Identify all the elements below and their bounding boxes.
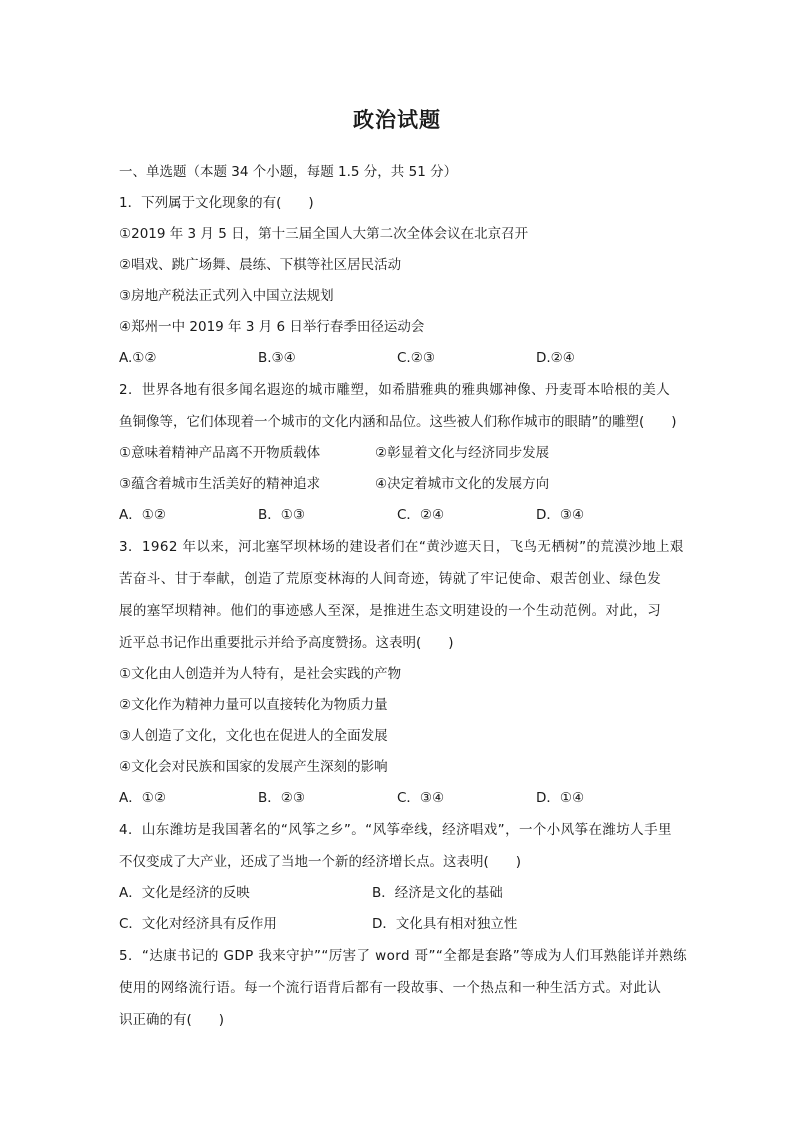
question-1-stem: 1．下列属于文化现象的有( )	[119, 195, 314, 211]
option-b: B．①③	[258, 507, 305, 523]
question-5-stem-line: 5．“达康书记的 GDP 我来守护”“厉害了 word 哥”“全都是套路”等成为人们耳熟能详并熟练	[119, 948, 687, 964]
question-4	[119, 814, 689, 940]
question-3-item: ①文化由人创造并为人特有，是社会实践的产物	[119, 666, 402, 682]
question-2-item: ①意味着精神产品离不开物质载体	[119, 445, 321, 461]
question-1	[119, 188, 689, 374]
option-a: A．文化是经济的反映	[119, 885, 250, 901]
page-title: 政治试题	[353, 108, 441, 132]
question-2	[119, 374, 689, 531]
question-1-item: ①2019 年 3 月 5 日，第十三届全国人大第二次全体会议在北京召开	[119, 226, 529, 242]
question-5-stem-line: 识正确的有( )	[119, 1012, 225, 1028]
question-3-item: ②文化作为精神力量可以直接转化为物质力量	[119, 697, 388, 713]
question-2-item: ④决定着城市文化的发展方向	[375, 476, 550, 492]
question-3-item: ③人创造了文化，文化也在促进人的全面发展	[119, 728, 388, 744]
question-2-items-row	[119, 469, 689, 500]
question-1-item: ②唱戏、跳广场舞、晨练、下棋等社区居民活动	[119, 257, 402, 273]
question-1-options	[119, 343, 689, 374]
question-4-stem-line: 4．山东潍坊是我国著名的“风筝之乡”。“风筝牵线，经济唱戏”，一个小风筝在潍坊人手里	[119, 822, 672, 838]
question-3-stem-line: 苦奋斗、甘于奉献，创造了荒原变林海的人间奇迹，铸就了牢记使命、艰苦创业、绿色发	[119, 571, 662, 587]
option-b: B．②③	[258, 790, 305, 806]
question-2-options	[119, 500, 689, 531]
option-b: B．经济是文化的基础	[372, 885, 503, 901]
question-3-options	[119, 783, 689, 814]
option-b: B.③④	[258, 350, 296, 366]
question-2-stem-line: 2．世界各地有很多闻名遐迩的城市雕塑，如希腊雅典的雅典娜神像、丹麦哥本哈根的美人	[119, 382, 671, 398]
question-1-item: ④郑州一中 2019 年 3 月 6 日举行春季田径运动会	[119, 319, 425, 335]
question-4-options-row	[119, 878, 689, 909]
option-c: C．③④	[397, 790, 445, 806]
option-d: D．①④	[536, 790, 585, 806]
question-2-stem-line: 鱼铜像等，它们体现着一个城市的文化内涵和品位。这些被人们称作城市的眼睛”的雕塑( )	[119, 414, 677, 430]
question-3-item: ④文化会对民族和国家的发展产生深刻的影响	[119, 759, 388, 775]
option-a: A．①②	[119, 790, 166, 806]
option-a: A．①②	[119, 507, 166, 523]
option-c: C.②③	[397, 350, 435, 366]
question-2-item: ③蕴含着城市生活美好的精神追求	[119, 476, 321, 492]
question-3-stem-line: 近平总书记作出重要批示并给予高度赞扬。这表明( )	[119, 635, 454, 651]
option-c: C．文化对经济具有反作用	[119, 916, 277, 932]
option-d: D.②④	[536, 350, 575, 366]
question-5-stem-line: 使用的网络流行语。每一个流行语背后都有一段故事、一个热点和一种生活方式。对此认	[119, 980, 662, 996]
option-c: C．②④	[397, 507, 445, 523]
question-4-stem-line: 不仅变成了大产业，还成了当地一个新的经济增长点。这表明( )	[119, 854, 522, 870]
question-4-options-row	[119, 909, 689, 940]
question-2-item: ②彰显着文化与经济同步发展	[375, 445, 550, 461]
section-header: 一、单选题（本题 34 个小题，每题 1.5 分，共 51 分）	[119, 164, 458, 180]
option-a: A.①②	[119, 350, 157, 366]
question-5	[119, 940, 689, 1036]
question-3	[119, 531, 689, 814]
question-1-item: ③房地产税法正式列入中国立法规划	[119, 288, 334, 304]
option-d: D．③④	[536, 507, 585, 523]
question-2-items-row	[119, 438, 689, 469]
option-d: D．文化具有相对独立性	[372, 916, 518, 932]
exam-content	[119, 157, 689, 1036]
question-3-stem-line: 展的塞罕坝精神。他们的事迹感人至深，是推进生态文明建设的一个生动范例。对此，习	[119, 603, 662, 619]
question-3-stem-line: 3．1962 年以来，河北塞罕坝林场的建设者们在“黄沙遮天日，飞鸟无栖树”的荒漠沙地上艰	[119, 539, 684, 555]
